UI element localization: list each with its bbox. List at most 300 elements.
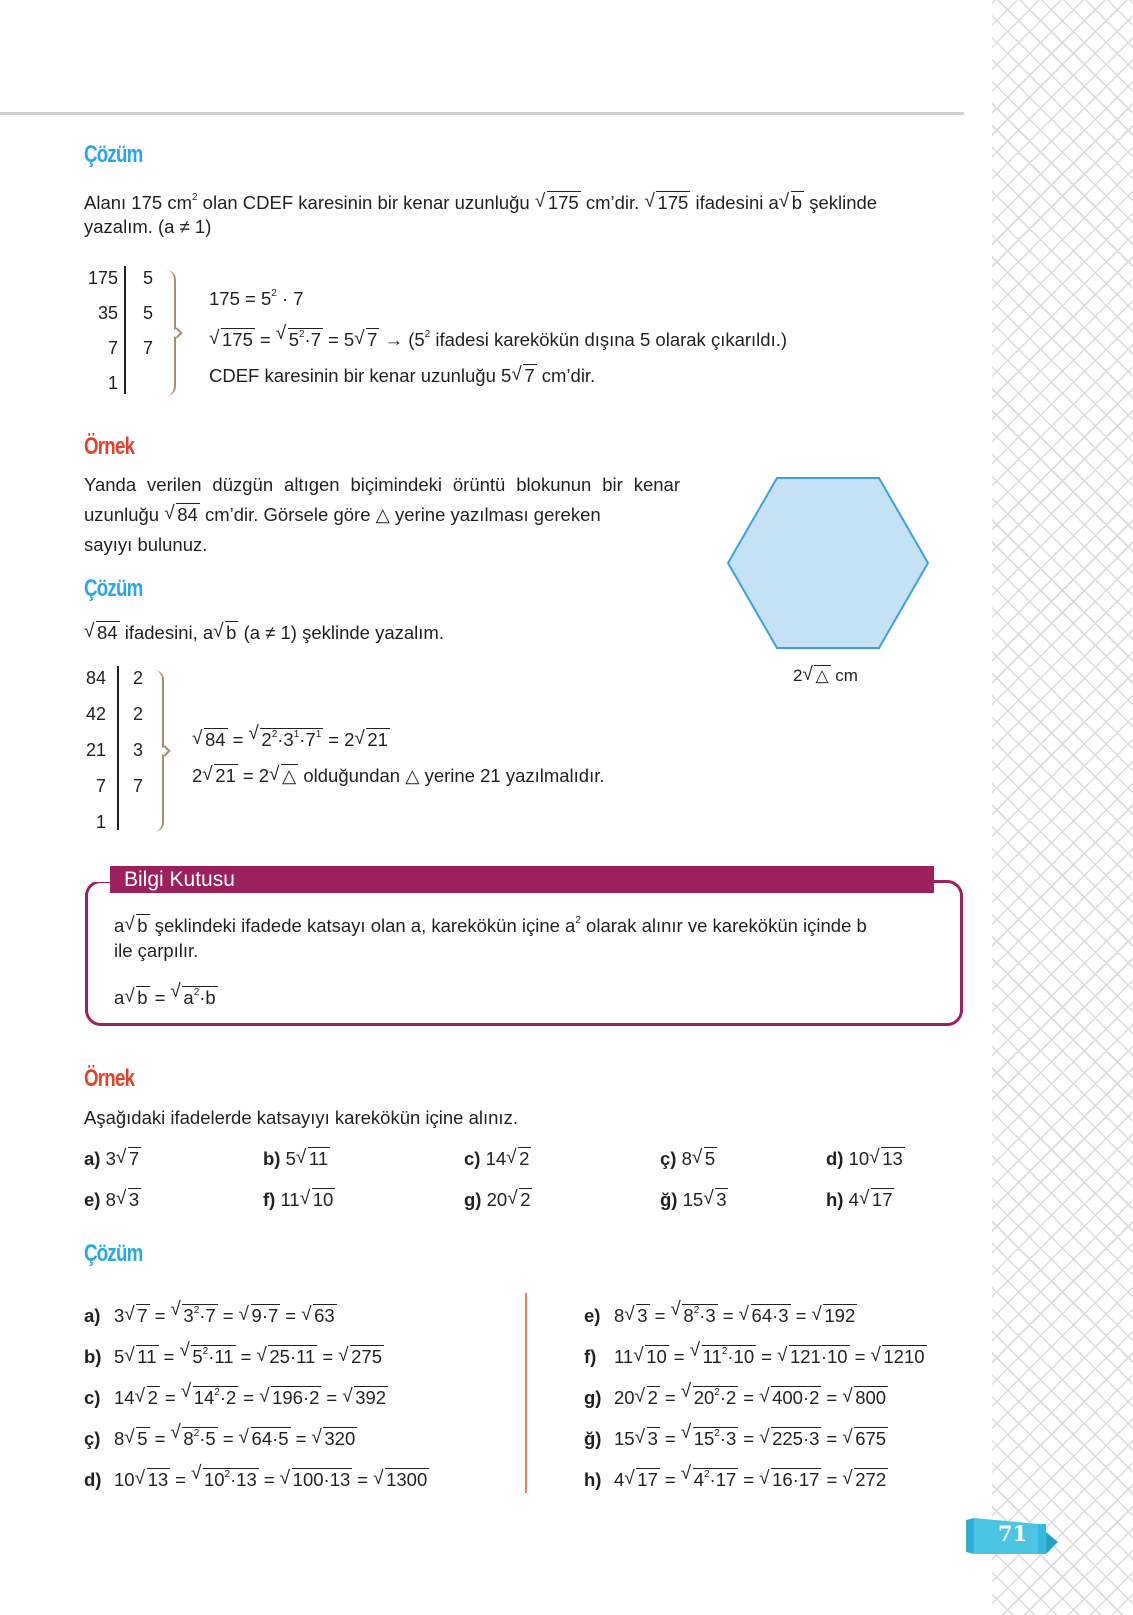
sqrt [636, 1383, 660, 1413]
coefficient: 20 [486, 1189, 508, 1210]
coefficient: 4 [614, 1469, 625, 1490]
info-box-formula: a √ b = √ $a^2\cdot b$ [114, 978, 218, 1013]
radicand: 84 [97, 622, 118, 643]
equals: = [664, 1428, 676, 1449]
radicand: 5 [192, 1346, 203, 1367]
equals: = [664, 1469, 676, 1490]
sqrt [682, 1460, 739, 1495]
sqrt [180, 1337, 235, 1372]
equals: = [795, 1305, 807, 1326]
solution-row [84, 1337, 384, 1372]
radicand: 11 [308, 1148, 329, 1169]
superscript: 2 [714, 1428, 720, 1439]
radicand: 2 [519, 1148, 530, 1169]
ladder-value: 42 [85, 704, 106, 724]
radicand: 400·2 [772, 1387, 820, 1408]
sqrt [871, 1342, 926, 1372]
ladder-factor: 3 [133, 740, 144, 760]
hexagon-figure [726, 476, 930, 650]
solution-heading: Çözüm [84, 1240, 143, 1267]
coefficient: 5 [343, 329, 355, 350]
info-box-line1 [114, 906, 867, 941]
equals: = [673, 1346, 685, 1367]
equation-sqrt-175: √ 175 = √ $5^2\cdot 7 = 5$ √ $7 \to (5^2$ ifadesi karekökün dışına 5 olarak çıkarıldı.) [209, 320, 787, 355]
sqrt [355, 725, 390, 755]
coefficient: 20 [614, 1387, 635, 1408]
radicand: ·5 [199, 1428, 216, 1449]
sqrt [203, 761, 238, 791]
coefficient: 3 [105, 1148, 116, 1169]
exercise-item [84, 1185, 141, 1215]
item-label: e) [584, 1305, 601, 1326]
equals: = [154, 1428, 166, 1449]
radicand: 196·2 [272, 1387, 320, 1408]
radicand: 84 [205, 729, 226, 750]
sqrt [780, 188, 804, 218]
hexagon-shape [726, 476, 930, 650]
sqrt [249, 720, 323, 755]
sqrt [625, 1301, 649, 1331]
sqrt [210, 325, 255, 355]
radicand: 175 [657, 192, 689, 213]
radicand: 13 [147, 1469, 169, 1490]
text: a [114, 987, 125, 1008]
equals: = [240, 1346, 252, 1367]
example-heading: Örnek [84, 1065, 135, 1092]
sqrt [691, 1337, 757, 1372]
radicand: ·13 [230, 1469, 257, 1490]
ladder-value: 7 [95, 776, 106, 796]
radicand: 16·17 [772, 1469, 820, 1490]
equals: = [326, 1387, 338, 1408]
sqrt [339, 1342, 384, 1372]
radicand: 5 [704, 1148, 716, 1169]
solution-row [84, 1378, 388, 1413]
superscript: 1 [293, 729, 300, 740]
sqrt [760, 1383, 821, 1413]
text: (5 [408, 329, 425, 350]
sqrt [125, 983, 149, 1013]
coefficient: 8 [114, 1428, 125, 1449]
ladder-factor: 2 [133, 704, 144, 724]
sqrt [312, 1424, 357, 1454]
equals: = [222, 1428, 234, 1449]
sqrt [671, 1296, 717, 1331]
sqrt [257, 1342, 317, 1372]
sqrt [760, 1465, 821, 1495]
radicand: 84 [177, 504, 198, 525]
solution-row [584, 1337, 927, 1372]
sqrt [355, 325, 379, 355]
ladder-value: 175 [87, 268, 118, 288]
equals: = [263, 1469, 275, 1490]
equals: = [854, 1346, 866, 1367]
sqrt [740, 1301, 791, 1331]
equals: = [285, 1305, 297, 1326]
radicand: 2 [647, 1387, 658, 1408]
ladder-factor: 7 [133, 776, 144, 796]
radicand: 2 [261, 729, 272, 750]
sqrt [277, 320, 323, 355]
header-rule [0, 112, 964, 115]
radicand: 8 [683, 1305, 694, 1326]
radicand: 7 [137, 1305, 148, 1326]
text: cm’dir. [536, 365, 596, 386]
sqrt [843, 1465, 888, 1495]
sqrt [704, 1185, 728, 1215]
sqrt [803, 661, 830, 691]
radicand: 64·3 [751, 1305, 789, 1326]
equals: = [826, 1387, 838, 1408]
superscript: 2 [721, 1346, 728, 1357]
radicand: 17 [871, 1189, 893, 1210]
superscript: 2 [693, 1305, 700, 1316]
sqrt [182, 1378, 239, 1413]
coefficient: 14 [114, 1387, 135, 1408]
radicand: 4 [693, 1469, 704, 1490]
solution1-conclusion [209, 361, 595, 391]
equals: = [722, 1305, 734, 1326]
solution-heading: Çözüm [84, 575, 143, 602]
radicand: ·7 [199, 1305, 216, 1326]
exercise-item [464, 1185, 532, 1215]
superscript: 2 [575, 915, 581, 926]
ladder-factor: 7 [143, 338, 154, 358]
result: 675 [855, 1428, 887, 1449]
example2-prompt: Aşağıdaki ifadelerde katsayıyı karekökün içine alınız. [84, 1107, 518, 1128]
example1-line1: Yanda verilen düzgün altıgen biçimindeki örüntü blokunun bir kenar [84, 474, 680, 495]
unit: cm [835, 666, 858, 685]
equals: = [243, 1387, 255, 1408]
sqrt [812, 1301, 857, 1331]
equals: = [761, 1346, 772, 1367]
item-label: b) [84, 1346, 102, 1367]
sqrt [117, 1185, 141, 1215]
result: 272 [855, 1469, 887, 1490]
sqrt [508, 1185, 532, 1215]
coefficient: 15 [614, 1428, 635, 1449]
solution-row [584, 1378, 888, 1413]
radicand: a [183, 987, 194, 1008]
item-label: ğ) [584, 1428, 602, 1449]
equals: = [175, 1469, 186, 1490]
triangle-icon: △ [815, 666, 829, 685]
coefficient: 2 [793, 666, 803, 685]
radicand: 15 [693, 1428, 715, 1449]
radicand: ·3 [699, 1305, 716, 1326]
text: ifadesini a [690, 192, 779, 213]
superscript: 2 [224, 1469, 231, 1480]
equals: = [743, 1469, 755, 1490]
radicand: 5 [288, 329, 299, 350]
radicand: 3 [183, 1305, 194, 1326]
item-label: ç) [84, 1428, 101, 1449]
radicand: ·17 [709, 1469, 737, 1490]
superscript: 2 [191, 192, 198, 203]
result: 320 [324, 1428, 356, 1449]
info-box-frame-gap [84, 874, 110, 882]
radicand: 11 [137, 1346, 157, 1367]
radicand: b [137, 987, 148, 1008]
ladder-value: 35 [97, 303, 118, 323]
ladder-value: 21 [85, 740, 106, 760]
text: 175 = 5 [209, 288, 272, 309]
decorative-crosshatch-margin [992, 0, 1133, 1615]
radicand: ·11 [208, 1346, 234, 1367]
superscript: 2 [271, 729, 278, 740]
radicand: 3 [716, 1189, 727, 1210]
radicand: 13 [882, 1148, 903, 1169]
radicand: 3 [637, 1305, 648, 1326]
equals: = [826, 1469, 838, 1490]
item-label: ç) [660, 1148, 677, 1169]
ladder-factor: 2 [133, 668, 144, 688]
text: ifadesi karekökün dışına 5 olarak çıkarıldı.) [430, 329, 788, 350]
sqrt [625, 1465, 660, 1495]
text: cm’dir. Görsele göre △ yerine yazılması gereken [199, 504, 601, 525]
solution-heading: Çözüm [84, 141, 143, 168]
sqrt [125, 1424, 149, 1454]
text: (a ≠ 1) şeklinde yazalım. [238, 622, 444, 643]
sqrt [193, 725, 228, 755]
radicand: ·3 [277, 729, 294, 750]
sqrt [682, 1378, 739, 1413]
equals: = [295, 1428, 307, 1449]
coefficient: 5 [114, 1346, 125, 1367]
coefficient: 3 [114, 1305, 125, 1326]
coefficient: 11 [280, 1189, 300, 1210]
result: 192 [824, 1305, 856, 1326]
radicand: 2 [520, 1189, 531, 1210]
radicand: 121·10 [789, 1346, 848, 1367]
sqrt [636, 1424, 660, 1454]
radicand: 25·11 [269, 1346, 316, 1367]
exercise-item [660, 1185, 728, 1215]
page-number: 71 [998, 1521, 1028, 1546]
text: uzunluğu [84, 504, 165, 525]
exercise-item [826, 1185, 894, 1215]
radicand: ·7 [304, 329, 321, 350]
text: olan CDEF karesinin bir kenar uzunluğu [197, 192, 535, 213]
radicand: 21 [215, 765, 236, 786]
info-box-title: Bilgi Kutusu [110, 866, 934, 893]
solution2-intro [84, 618, 444, 648]
radicand: 9·7 [251, 1305, 279, 1326]
coefficient: 14 [485, 1148, 507, 1169]
sqrt [240, 1301, 281, 1331]
ladder-divider [117, 666, 119, 830]
radicand: ·2 [719, 1387, 737, 1408]
coefficient: 5 [285, 1148, 296, 1169]
sqrt [682, 1419, 739, 1454]
superscript: 1 [315, 729, 322, 740]
sqrt [343, 1383, 388, 1413]
ladder-factor: 5 [143, 268, 154, 288]
solution-row [84, 1419, 357, 1454]
sqrt [634, 1342, 669, 1372]
sqrt [512, 361, 536, 391]
sqrt [136, 1465, 171, 1495]
ladder-value: 7 [107, 338, 118, 358]
sqrt [171, 1296, 217, 1331]
radicand: ·7 [299, 729, 316, 750]
coefficient: 8 [105, 1189, 116, 1210]
sqrt [760, 1424, 821, 1454]
equals: = [322, 1346, 334, 1367]
coefficient: 8 [681, 1148, 692, 1169]
sqrt [165, 500, 200, 530]
text: cm’dir. [580, 192, 645, 213]
exercise-item [660, 1144, 717, 1174]
radicand: 7 [367, 329, 378, 350]
radicand: 17 [637, 1469, 658, 1490]
sqrt [260, 1383, 321, 1413]
radicand: 175 [222, 329, 253, 350]
text: · 7 [276, 288, 304, 309]
coefficient: 2 [192, 765, 203, 786]
sqrt [302, 1301, 337, 1331]
coefficient: 2 [344, 729, 355, 750]
ladder-divider [124, 266, 126, 394]
radicand: 7 [524, 365, 535, 386]
brace [150, 670, 164, 832]
sqrt [85, 618, 120, 648]
sqrt [171, 1419, 217, 1454]
equals: = [654, 1305, 666, 1326]
exercise-item [263, 1144, 330, 1174]
sqrt [374, 1465, 429, 1495]
radicand: ·3 [719, 1428, 737, 1449]
sqrt [693, 1144, 717, 1174]
example-heading: Örnek [84, 433, 135, 460]
solution-row [584, 1296, 857, 1331]
equals: = [222, 1305, 234, 1326]
radicand: 10 [646, 1346, 667, 1367]
equals: = [357, 1469, 369, 1490]
sqrt [192, 1460, 259, 1495]
radicand: 5 [137, 1428, 148, 1449]
equals: = [743, 1428, 755, 1449]
superscript: 2 [193, 1305, 200, 1316]
coefficient: 4 [848, 1189, 859, 1210]
radicand: 3 [128, 1189, 140, 1210]
superscript: 2 [214, 1387, 220, 1398]
equals: = [826, 1428, 838, 1449]
sqrt [843, 1383, 888, 1413]
solution2-conclusion: 2 √ 21 = 2 √ △ olduğundan △ yerine 21 yazılmalıdır. [192, 761, 605, 791]
item-label: e) [84, 1189, 101, 1210]
item-label: d) [826, 1148, 844, 1169]
ladder-value: 1 [107, 373, 118, 393]
item-label: h) [826, 1189, 844, 1210]
result: 1210 [883, 1346, 925, 1367]
exercise-item [84, 1144, 141, 1174]
radicand: 225·3 [772, 1428, 820, 1449]
coefficient: 8 [614, 1305, 625, 1326]
equation-sqrt-84: √ 84 = √ $2^2\cdot 3^1\cdot 7^1 = 2$ √ 21 [192, 720, 390, 755]
solution-row [84, 1460, 429, 1495]
radicand: 14 [193, 1387, 215, 1408]
item-label: g) [464, 1189, 482, 1210]
superscript: 2 [703, 1469, 710, 1480]
coefficient: 15 [682, 1189, 704, 1210]
equals: = [164, 1387, 176, 1408]
equals: = [743, 1387, 755, 1408]
text: a [114, 915, 125, 936]
coefficient: 11 [614, 1346, 634, 1367]
superscript: 2 [193, 1428, 200, 1439]
equals: = [163, 1346, 175, 1367]
sqrt [301, 1185, 336, 1215]
sqrt [117, 1144, 141, 1174]
radicand: 20 [693, 1387, 715, 1408]
radicand: 11 [702, 1346, 722, 1367]
solution-row [584, 1460, 888, 1495]
sqrt [136, 1383, 160, 1413]
sqrt [645, 188, 690, 218]
radicand: 8 [183, 1428, 194, 1449]
radicand: 10 [203, 1469, 225, 1490]
radicand: 100·13 [292, 1469, 351, 1490]
item-label: f) [263, 1189, 276, 1210]
coefficient: 2 [258, 765, 269, 786]
sqrt [125, 1342, 158, 1372]
coefficient: 10 [114, 1469, 135, 1490]
hexagon-side-label [793, 661, 858, 691]
radicand: 64·5 [251, 1428, 289, 1449]
item-label: a) [84, 1305, 101, 1326]
info-box-line2: ile çarpılır. [114, 940, 199, 961]
equals: = [664, 1387, 676, 1408]
text: şeklinde [804, 192, 878, 213]
sqrt [843, 1424, 888, 1454]
sqrt [778, 1342, 850, 1372]
sqrt [240, 1424, 291, 1454]
ladder-value: 1 [95, 812, 106, 832]
ladder-factor: 5 [143, 303, 154, 323]
result: 800 [855, 1387, 887, 1408]
item-label: h) [584, 1469, 602, 1490]
radicand: 175 [547, 192, 579, 213]
solution-row [584, 1419, 888, 1454]
item-label: c) [464, 1148, 481, 1169]
exercise-item [826, 1144, 905, 1174]
radicand: ·2 [219, 1387, 237, 1408]
superscript: 2 [298, 329, 305, 340]
item-label: c) [84, 1387, 101, 1408]
ladder-value: 84 [85, 668, 106, 688]
text: olarak alınır ve karekökün içinde b [580, 915, 867, 936]
result: 1300 [386, 1469, 428, 1490]
sqrt [536, 188, 581, 218]
superscript: 2 [193, 987, 200, 998]
radicand: ·10 [727, 1346, 755, 1367]
item-label: ğ) [660, 1189, 678, 1210]
sqrt [507, 1144, 531, 1174]
superscript: 2 [424, 329, 431, 340]
solution1-intro-line2: yazalım. (a ≠ 1) [84, 216, 212, 237]
superscript: 2 [202, 1346, 209, 1357]
radicand: 10 [312, 1189, 334, 1210]
superscript: 2 [271, 288, 277, 299]
radicand: b [791, 192, 803, 213]
column-divider [525, 1293, 527, 1493]
radicand: 3 [647, 1428, 658, 1449]
text: ifadesini, a [119, 622, 214, 643]
example1-line3: sayıyı bulunuz. [84, 534, 208, 555]
radicand: b [137, 915, 148, 936]
arrow-icon: → [384, 329, 404, 350]
